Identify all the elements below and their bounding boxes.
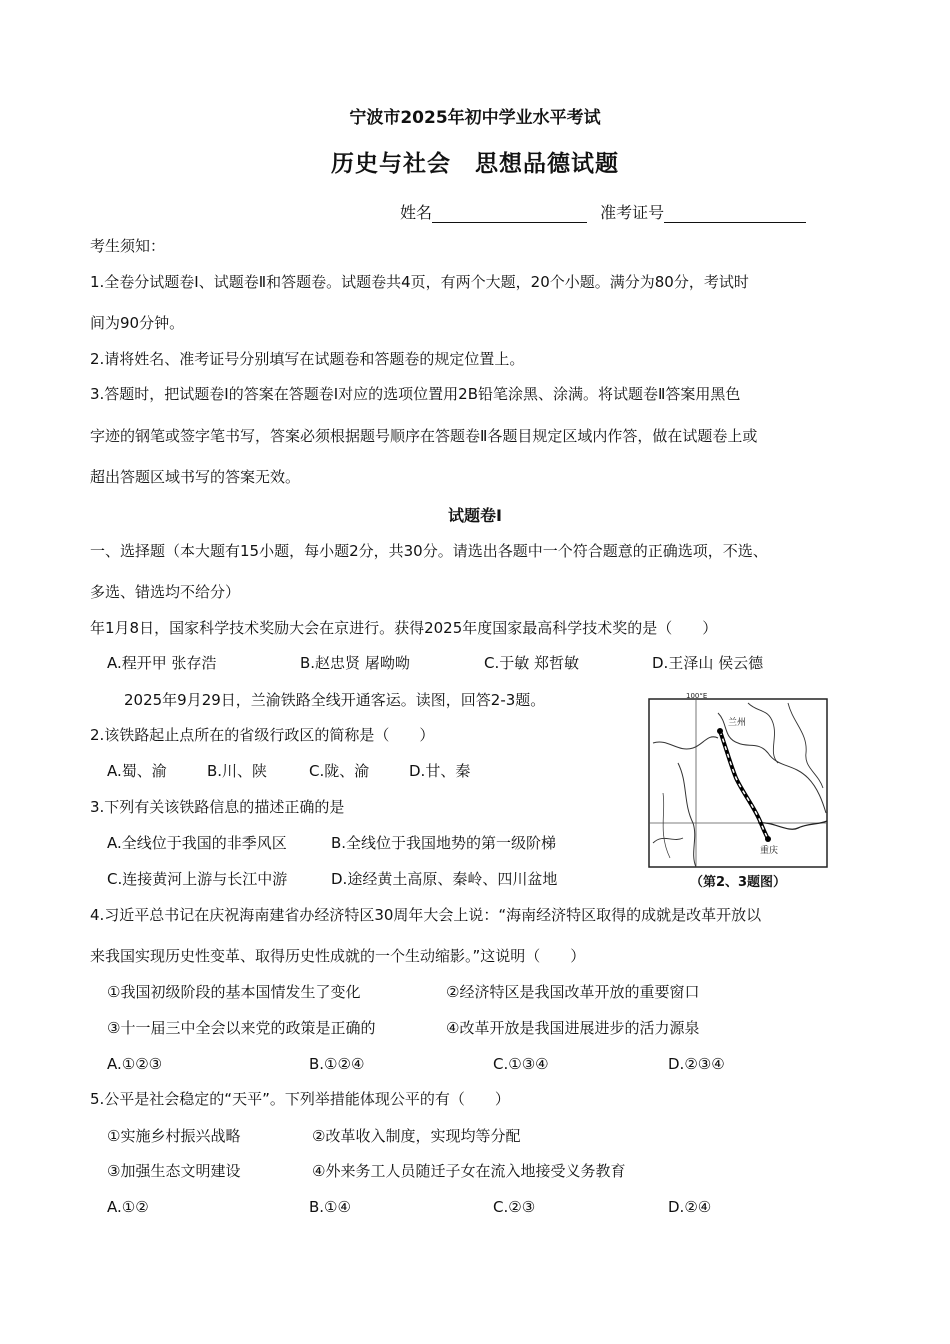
q3-option-b[interactable]: B.全线位于我国地势的第一级阶梯: [331, 834, 557, 852]
q2-option-a[interactable]: A.蜀、渝: [107, 762, 167, 780]
map-caption: （第2、3题图）: [689, 875, 787, 890]
name-label: 姓名: [400, 203, 433, 222]
railway-map-figure: [648, 693, 828, 893]
q1-option-c[interactable]: C.于敏 郑哲敏: [484, 654, 580, 672]
q5-option-d[interactable]: D.②④: [668, 1198, 712, 1216]
meridian-label: 100°E: [686, 693, 708, 700]
q3-option-d[interactable]: D.途经黄土高原、秦岭、四川盆地: [331, 870, 558, 888]
exam-subtitle: 历史与社会 思想品德试题: [331, 151, 619, 177]
q5-statement-4: ④外来务工人员随迁子女在流入地接受义务教育: [312, 1162, 626, 1180]
q3-option-c[interactable]: C.连接黄河上游与长江中游: [107, 870, 288, 888]
q5-statement-3: ③加强生态文明建设: [107, 1162, 241, 1180]
q5-option-a[interactable]: A.①②: [107, 1198, 149, 1216]
notice-item-3c: 超出答题区域书写的答案无效。: [90, 468, 301, 486]
q3-option-a[interactable]: A.全线位于我国的非季风区: [107, 834, 287, 852]
notice-item-2: 2.请将姓名、准考证号分别填写在试题卷和答题卷的规定位置上。: [90, 350, 525, 368]
map-city-lanzhou: 兰州: [728, 718, 747, 728]
q4-option-c[interactable]: C.①③④: [493, 1055, 549, 1073]
q1-option-a[interactable]: A.程开甲 张存浩: [107, 654, 217, 672]
q5-stem: 5.公平是社会稳定的“天平”。下列举措能体现公平的有（ ）: [90, 1090, 510, 1108]
notice-heading: 考生须知：: [90, 237, 166, 255]
q4-option-b[interactable]: B.①②④: [309, 1055, 365, 1073]
id-label: 准考证号: [600, 203, 665, 222]
name-id-row: [400, 200, 806, 223]
map-city-chongqing: 重庆: [760, 846, 779, 856]
q2-option-b[interactable]: B.川、陕: [207, 762, 268, 780]
q2-3-intro: 2025年9月29日，兰渝铁路全线开通客运。读图，回答2-3题。: [124, 691, 546, 709]
exam-title: 宁波市2025年初中学业水平考试: [349, 108, 601, 128]
q2-option-c[interactable]: C.陇、渝: [309, 762, 370, 780]
q1-stem: 年1月8日，国家科学技术奖励大会在京进行。获得2025年度国家最高科学技术奖的是（ ）: [90, 619, 718, 637]
q4-statement-1: ①我国初级阶段的基本国情发生了变化: [107, 983, 361, 1001]
q4-option-a[interactable]: A.①②③: [107, 1055, 163, 1073]
q4-statement-4: ④改革开放是我国进展进步的活力源泉: [446, 1019, 700, 1037]
q4-stem-b: 来我国实现历史性变革、取得历史性成就的一个生动缩影。”这说明（ ）: [90, 947, 586, 965]
q2-stem: 2.该铁路起止点所在的省级行政区的简称是（ ）: [90, 726, 435, 744]
q1-option-b[interactable]: B.赵忠贤 屠呦呦: [300, 654, 410, 672]
notice-item-1a: 1.全卷分试题卷Ⅰ、试题卷Ⅱ和答题卷。试题卷共4页，有两个大题，20个小题。满分为80分，考试时: [90, 273, 749, 291]
q5-option-b[interactable]: B.①④: [309, 1198, 351, 1216]
part1-intro-b: 多选、错选均不给分）: [90, 583, 241, 601]
q4-statement-2: ②经济特区是我国改革开放的重要窗口: [446, 983, 700, 1001]
q4-statement-3: ③十一届三中全会以来党的政策是正确的: [107, 1019, 376, 1037]
q3-stem: 3.下列有关该铁路信息的描述正确的是: [90, 798, 345, 816]
q4-option-d[interactable]: D.②③④: [668, 1055, 725, 1073]
railway-map: [648, 693, 828, 871]
q2-option-d[interactable]: D.甘、秦: [409, 762, 471, 780]
notice-item-1b: 间为90分钟。: [90, 314, 185, 332]
id-blank[interactable]: [664, 204, 806, 223]
q5-option-c[interactable]: C.②③: [493, 1198, 536, 1216]
q5-statement-1: ①实施乡村振兴战略: [107, 1127, 241, 1145]
name-blank[interactable]: [432, 204, 587, 223]
section-title: 试题卷Ⅰ: [448, 506, 502, 525]
part1-intro-a: 一、选择题（本大题有15小题，每小题2分，共30分。请选出各题中一个符合题意的正确选项，不选、: [90, 542, 768, 560]
q5-statement-2: ②改革收入制度，实现均等分配: [312, 1127, 521, 1145]
q1-option-d[interactable]: D.王泽山 侯云德: [652, 654, 764, 672]
notice-item-3a: 3.答题时，把试题卷Ⅰ的答案在答题卷Ⅰ对应的选项位置用2B铅笔涂黑、涂满。将试题卷Ⅱ答案用黑色: [90, 385, 741, 403]
notice-item-3b: 字迹的钢笔或签字笔书写，答案必须根据题号顺序在答题卷Ⅱ各题目规定区域内作答，做在试题卷上或: [90, 427, 758, 445]
q4-stem-a: 4.习近平总书记在庆祝海南建省办经济特区30周年大会上说：“海南经济特区取得的成就是改革开放以: [90, 906, 762, 924]
